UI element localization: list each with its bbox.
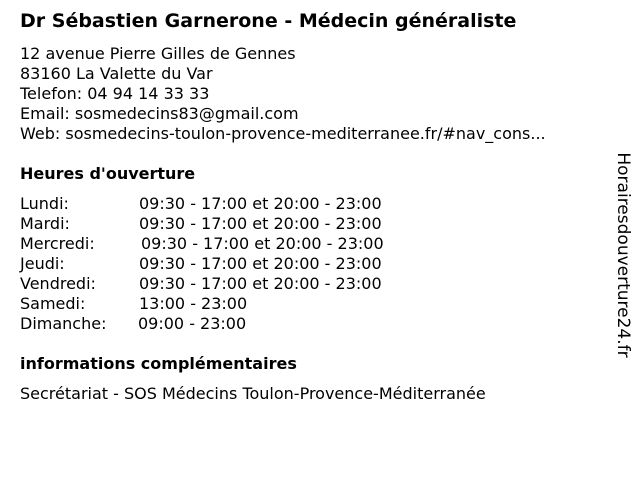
day-label: Jeudi:: [20, 254, 65, 273]
day-label: Dimanche:: [20, 314, 107, 333]
info-text: Secrétariat - SOS Médecins Toulon-Provence-Méditerranée: [20, 384, 486, 403]
time-range: 09:30 - 17:00 et 20:00 - 23:00: [139, 274, 382, 293]
email-address: Email: sosmedecins83@gmail.com: [20, 104, 299, 123]
time-range: 09:30 - 17:00 et 20:00 - 23:00: [139, 254, 382, 273]
hours-heading: Heures d'ouverture: [20, 164, 196, 183]
hours-row-jeudi: [20, 254, 384, 274]
time-range: 09:00 - 23:00: [138, 314, 247, 333]
hours-row-vendredi: [20, 274, 384, 294]
hours-row-mercredi: [20, 234, 384, 254]
day-label: Mercredi:: [20, 234, 95, 253]
info-heading: informations complémentaires: [20, 354, 297, 373]
hours-table: [20, 194, 384, 334]
day-label: Lundi:: [20, 194, 69, 213]
street-address: 12 avenue Pierre Gilles de Gennes: [20, 44, 296, 63]
hours-row-lundi: [20, 194, 384, 214]
time-range: 09:30 - 17:00 et 20:00 - 23:00: [139, 214, 382, 233]
time-range: 09:30 - 17:00 et 20:00 - 23:00: [139, 194, 382, 213]
time-range: 13:00 - 23:00: [139, 294, 248, 313]
hours-row-samedi: [20, 294, 384, 314]
contact-block: [20, 44, 546, 144]
watermark: Horairesdouverture24.fr: [613, 152, 633, 358]
hours-row-mardi: [20, 214, 384, 234]
phone-number: Telefon: 04 94 14 33 33: [20, 84, 210, 103]
day-label: Samedi:: [20, 294, 86, 313]
page-title: Dr Sébastien Garnerone - Médecin généraliste: [20, 10, 517, 32]
time-range: 09:30 - 17:00 et 20:00 - 23:00: [141, 234, 384, 253]
day-label: Vendredi:: [20, 274, 96, 293]
hours-row-dimanche: [20, 314, 384, 334]
city-address: 83160 La Valette du Var: [20, 64, 213, 83]
day-label: Mardi:: [20, 214, 70, 233]
website-link[interactable]: Web: sosmedecins-toulon-provence-mediterranee.fr/#nav_cons...: [20, 124, 546, 143]
